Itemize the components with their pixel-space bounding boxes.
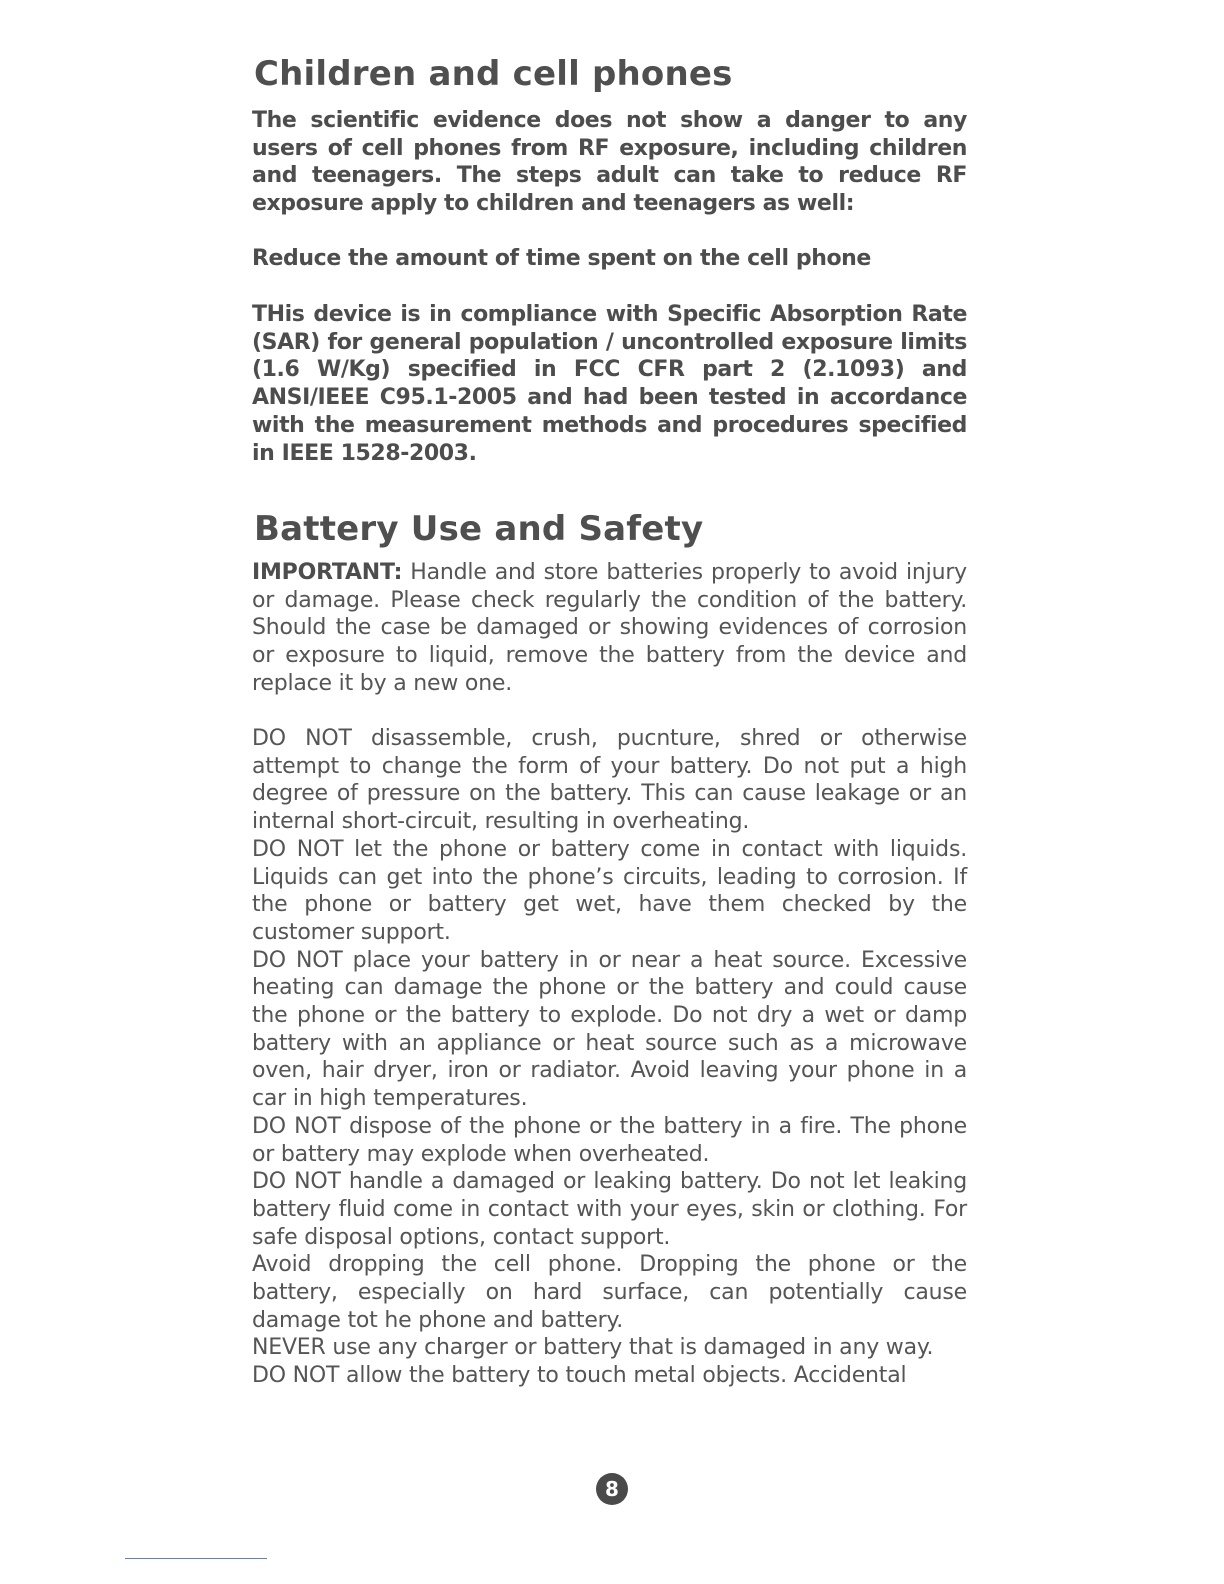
- rule-liquids: DO NOT let the phone or battery come in contact with liquids. Liquids can get into the phone’s circuits, leading to corrosion. If the phone or battery get wet, have them checked by the customer support.: [252, 836, 967, 945]
- evidence-paragraph: The scientific evidence does not show a danger to any users of cell phones from RF exposure, including children and teenagers. The steps adult can take to reduce RF exposure apply to children and teenagers as well:: [252, 108, 967, 217]
- reduce-time-paragraph: Reduce the amount of time spent on the cell phone: [252, 246, 871, 271]
- important-text: Handle and store batteries properly to avoid injury or damage. Please check regularly the condition of the battery. Should the case be damaged or showing evidences of corrosion or exposure to liquid, remove the battery from the device and replace it by a new one.: [252, 560, 967, 696]
- rule-heat-source: DO NOT place your battery in or near a heat source. Excessive heating can damage the phone or the battery and could cause the phone or the battery to explode. Do not dry a wet or damp battery with an appliance or heat source such as a microwave oven, hair dryer, iron or radiator. Avoid leaving your phone in a car in high temperatures.: [252, 947, 967, 1112]
- children-section-heading: Children and cell phones: [254, 54, 733, 94]
- rule-metal-objects: DO NOT allow the battery to touch metal objects. Accidental: [252, 1363, 907, 1389]
- page-number-badge: 8: [596, 1473, 628, 1505]
- battery-rules-list: [252, 725, 967, 1390]
- important-paragraph: [252, 559, 967, 698]
- rule-fire: DO NOT dispose of the phone or the battery in a fire. The phone or battery may explode when overheated.: [252, 1113, 967, 1167]
- rule-disassemble: DO NOT disassemble, crush, pucnture, shred or otherwise attempt to change the form of your battery. Do not put a high degree of pressure on the battery. This can cause leakage or an internal short-circuit, resulting in overheating.: [252, 726, 967, 835]
- rule-never-damaged-charger: NEVER use any charger or battery that is damaged in any way.: [252, 1335, 934, 1361]
- rule-damaged-battery: DO NOT handle a damaged or leaking battery. Do not let leaking battery fluid come in contact with your eyes, skin or clothing. For safe disposal options, contact support.: [252, 1169, 967, 1250]
- rule-dropping: Avoid dropping the cell phone. Dropping the phone or the battery, especially on hard surface, can potentially cause damage tot he phone and battery.: [252, 1252, 967, 1333]
- important-label: IMPORTANT:: [252, 560, 403, 585]
- footnote-divider: [125, 1558, 267, 1559]
- sar-compliance-paragraph: THis device is in compliance with Specific Absorption Rate (SAR) for general population / uncontrolled exposure limits (1.6 W/Kg) specified in FCC CFR part 2 (2.1093) and ANSI/IEEE C95.1-2005 and had been tested in accordance with the measurement methods and procedures specified in IEEE 1528-2003.: [252, 302, 967, 466]
- battery-section-heading: Battery Use and Safety: [254, 509, 704, 549]
